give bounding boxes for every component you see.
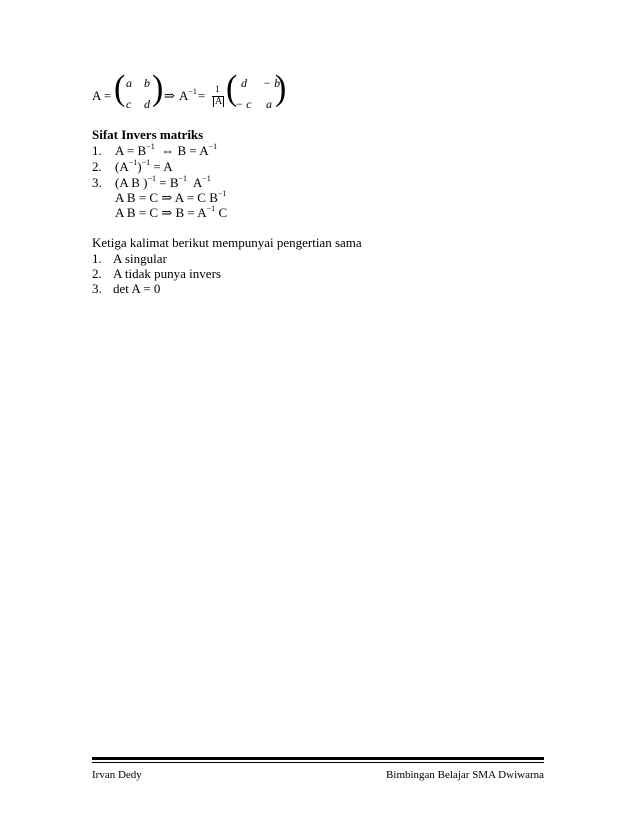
matrix1-cell: d <box>144 97 150 111</box>
matrix1-cell: a <box>126 76 132 90</box>
matrix2-cell: − b <box>263 76 281 90</box>
footer-author: Irvan Dedy <box>92 769 142 781</box>
paragraph: Ketiga kalimat berikut mempunyai pengertian sama <box>92 235 362 250</box>
list-sub-line: A B = C ⇒ $B = A^{-1}$ C <box>115 203 228 220</box>
list-item: 3. (A B )$^{-1} = B^{-1}$ $A^{-1}$ <box>92 173 211 190</box>
inverse-notation: $A^{-1}$ <box>179 86 197 103</box>
matrix2-cell: a <box>266 97 272 111</box>
matrix2-cell: d <box>241 76 247 90</box>
list-item: 3. det A = 0 <box>92 281 161 296</box>
formula-lhs: A = <box>92 88 112 103</box>
matrix1-cell: b <box>144 76 150 90</box>
footer-title: Bimbingan Belajar SMA Dwiwarna <box>386 769 544 781</box>
matrix2-right-paren: ) <box>275 69 287 108</box>
footer-rule-thick <box>92 757 544 760</box>
matrix2-cell: − c <box>235 97 252 111</box>
list-sub-line: A B = C ⇒ A = C $B^{-1}$ <box>115 188 227 205</box>
matrix2-left-paren: ( <box>226 69 238 108</box>
implies-symbol: ⇒ <box>164 88 175 103</box>
fraction-denominator-determinant: A <box>215 96 223 107</box>
matrix1-left-paren: ( <box>114 69 126 108</box>
matrix1-cell: c <box>126 97 132 111</box>
section-title: Sifat Invers matriks <box>92 127 204 142</box>
list-item: 1. A singular <box>92 251 167 266</box>
footer-rule-thin <box>92 762 544 763</box>
equals-symbol: = <box>198 88 206 103</box>
fraction-numerator: 1 <box>215 84 220 94</box>
matrix1-right-paren: ) <box>152 69 164 108</box>
list-item: 2. $(A^{-1})^{-1} = A$ <box>92 157 173 174</box>
list-item: 2. A tidak punya invers <box>92 266 221 281</box>
list-item: 1. $A = B^{-1}$ ⇔ $B = A^{-1}$ <box>92 141 218 158</box>
